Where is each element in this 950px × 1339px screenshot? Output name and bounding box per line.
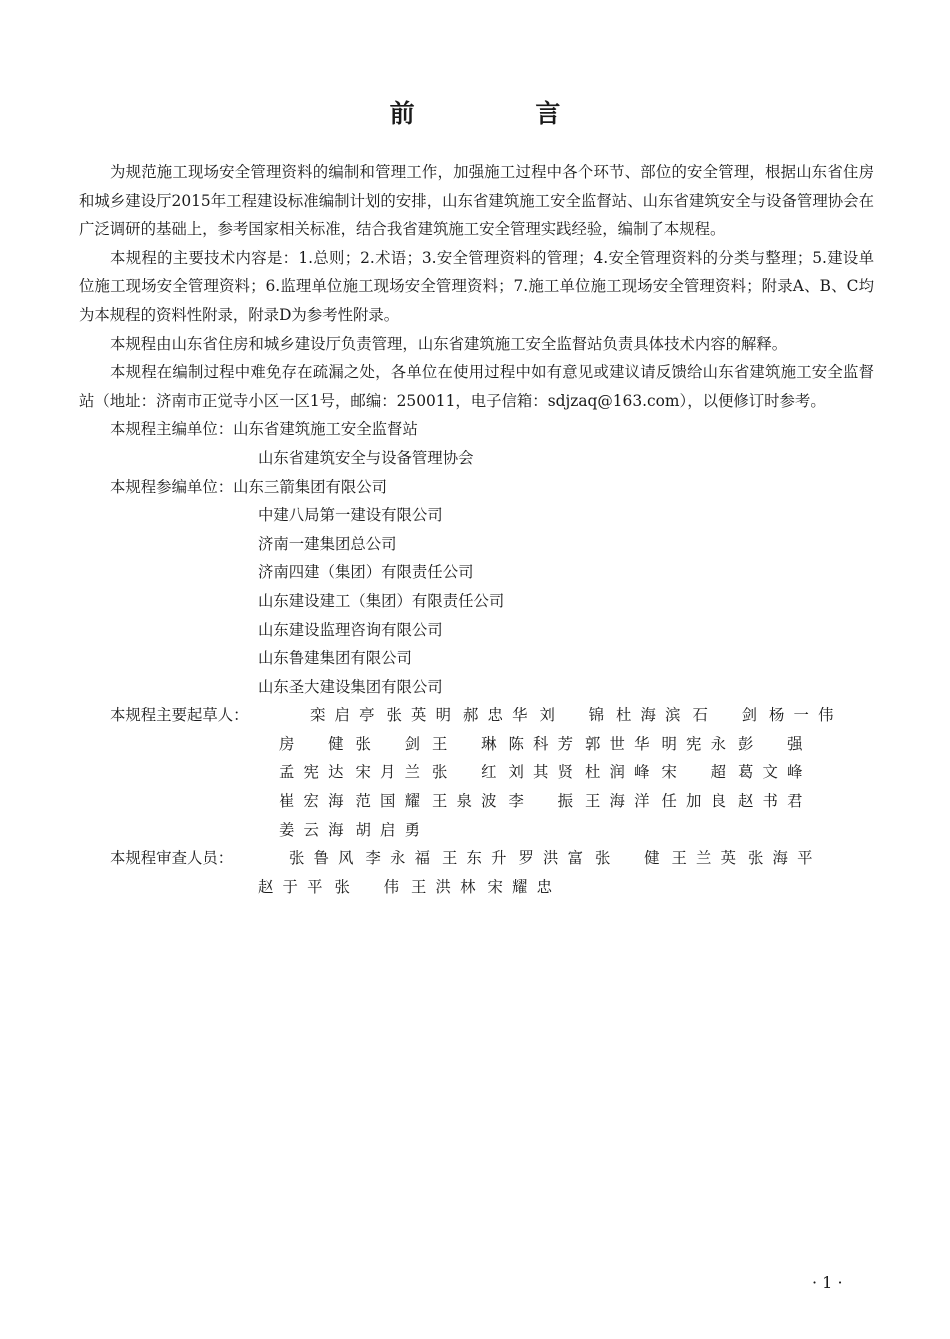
unit-name: 山东鲁建集团有限公司 [258,649,412,668]
preface-body [79,158,874,901]
person-name: 王东升 [442,849,507,868]
person-name: 胡启勇 [355,820,420,839]
drafters-row [79,816,874,845]
person-name: 赵书君 [738,792,803,811]
list-item [79,501,874,530]
person-name: 刘其贤 [508,763,573,782]
reviewers-row [79,844,874,873]
person-name: 栾启亭 [310,706,375,725]
person-name: 王琳 [432,734,497,753]
names-grid [279,816,432,845]
person-name: 杨一伟 [769,706,834,725]
drafters-row [79,730,874,759]
unit-name: 山东省建筑施工安全监督站 [233,420,418,439]
main-drafters [79,701,874,844]
unit-name: 山东建设监理咨询有限公司 [258,620,443,639]
page-number: · 1 · [812,1273,843,1292]
unit-name: 山东省建筑安全与设备管理协会 [258,448,474,467]
names-grid [279,730,815,759]
unit-name: 中建八局第一建设有限公司 [258,506,443,525]
person-name: 陈科芳 [508,734,573,753]
person-name: 彭强 [738,734,803,753]
paragraph-management: 本规程由山东省住房和城乡建设厅负责管理，山东省建筑施工安全监督站负责具体技术内容的解释。 [110,334,788,353]
person-name: 张英明 [386,706,451,725]
person-name: 郭世华 [585,734,650,753]
list-item [79,530,874,559]
person-name: 宋耀忠 [487,877,552,896]
person-name: 罗洪富 [518,849,583,868]
list-item [79,616,874,645]
list-item [79,644,874,673]
reviewers-row [79,873,874,902]
paragraph-contents: 本规程的主要技术内容是：1.总则；2.术语；3.安全管理资料的管理；4.安全管理资料的分类与整理；5.建设单位施工现场安全管理资料；6.监理单位施工现场安全管理资料；7.施工单位施工现场安全管理资料；附录A、B、C均为本规程的资料性附录，附录D为参考性附录。 [79,248,874,324]
list-item [79,673,874,702]
person-name: 王泉波 [432,792,497,811]
person-name: 杜润峰 [585,763,650,782]
reviewers [79,844,874,901]
person-name: 王洪林 [411,877,476,896]
person-name: 李振 [508,792,573,811]
list-item [79,587,874,616]
person-name: 王兰英 [671,849,736,868]
unit-name: 山东圣大建设集团有限公司 [258,677,443,696]
person-name: 宋超 [661,763,726,782]
person-name: 任加良 [661,792,726,811]
person-name: 李永福 [365,849,430,868]
person-name: 张红 [432,763,497,782]
paragraph-purpose: 为规范施工现场安全管理资料的编制和管理工作，加强施工过程中各个环节、部位的安全管理，根据山东省住房和城乡建设厅2015年工程建设标准编制计划的安排，山东省建筑施工安全监督站、山东省建筑安全与设备管理协会在广泛调研的基础上，参考国家相关标准，结合我省建筑施工安全管理实践经验，编制了本规程。 [79,163,874,239]
person-name: 张鲁风 [289,849,354,868]
person-name: 张剑 [355,734,420,753]
names-grid [258,873,564,902]
person-name: 郝忠华 [463,706,528,725]
paragraph-feedback: 本规程在编制过程中难免存在疏漏之处，各单位在使用过程中如有意见或建议请反馈给山东省建筑施工安全监督站（地址：济南市正觉寺小区一区1号，邮编：250011，电子信箱：sdjzaq@163.com），以便修订时参考。 [79,363,874,410]
person-name: 明宪永 [661,734,726,753]
person-name: 张伟 [334,877,399,896]
person-name: 范国耀 [355,792,420,811]
person-name: 房健 [279,734,344,753]
unit-name: 山东三箭集团有限公司 [233,477,388,496]
person-name: 刘锦 [539,706,604,725]
unit-name: 济南四建（集团）有限责任公司 [258,563,474,582]
person-name: 葛文峰 [738,763,803,782]
chief-editor-label: 本规程主编单位： [110,420,234,439]
participating-units [79,473,874,702]
person-name: 姜云海 [279,820,344,839]
names-grid [289,844,825,873]
names-grid [310,701,846,730]
chief-editor-units [79,415,874,472]
names-grid [279,787,815,816]
unit-name: 济南一建集团总公司 [258,534,397,553]
list-item [79,473,874,502]
person-name: 赵于平 [258,877,323,896]
person-name: 石剑 [692,706,757,725]
person-name: 宋月兰 [355,763,420,782]
list-item [79,444,874,473]
person-name: 孟宪达 [279,763,344,782]
names-grid [279,758,815,787]
person-name: 杜海滨 [616,706,681,725]
person-name: 张健 [595,849,660,868]
drafters-row [79,701,874,730]
reviewers-label: 本规程审查人员： [110,849,234,868]
list-item [79,415,874,444]
drafters-row [79,758,874,787]
person-name: 崔宏海 [279,792,344,811]
page-title: 前 言 [389,99,617,128]
participating-label: 本规程参编单位： [110,477,234,496]
drafters-row [79,787,874,816]
unit-name: 山东建设建工（集团）有限责任公司 [258,591,505,610]
list-item [79,558,874,587]
person-name: 张海平 [748,849,813,868]
main-drafters-label: 本规程主要起草人： [110,706,249,725]
person-name: 王海洋 [585,792,650,811]
